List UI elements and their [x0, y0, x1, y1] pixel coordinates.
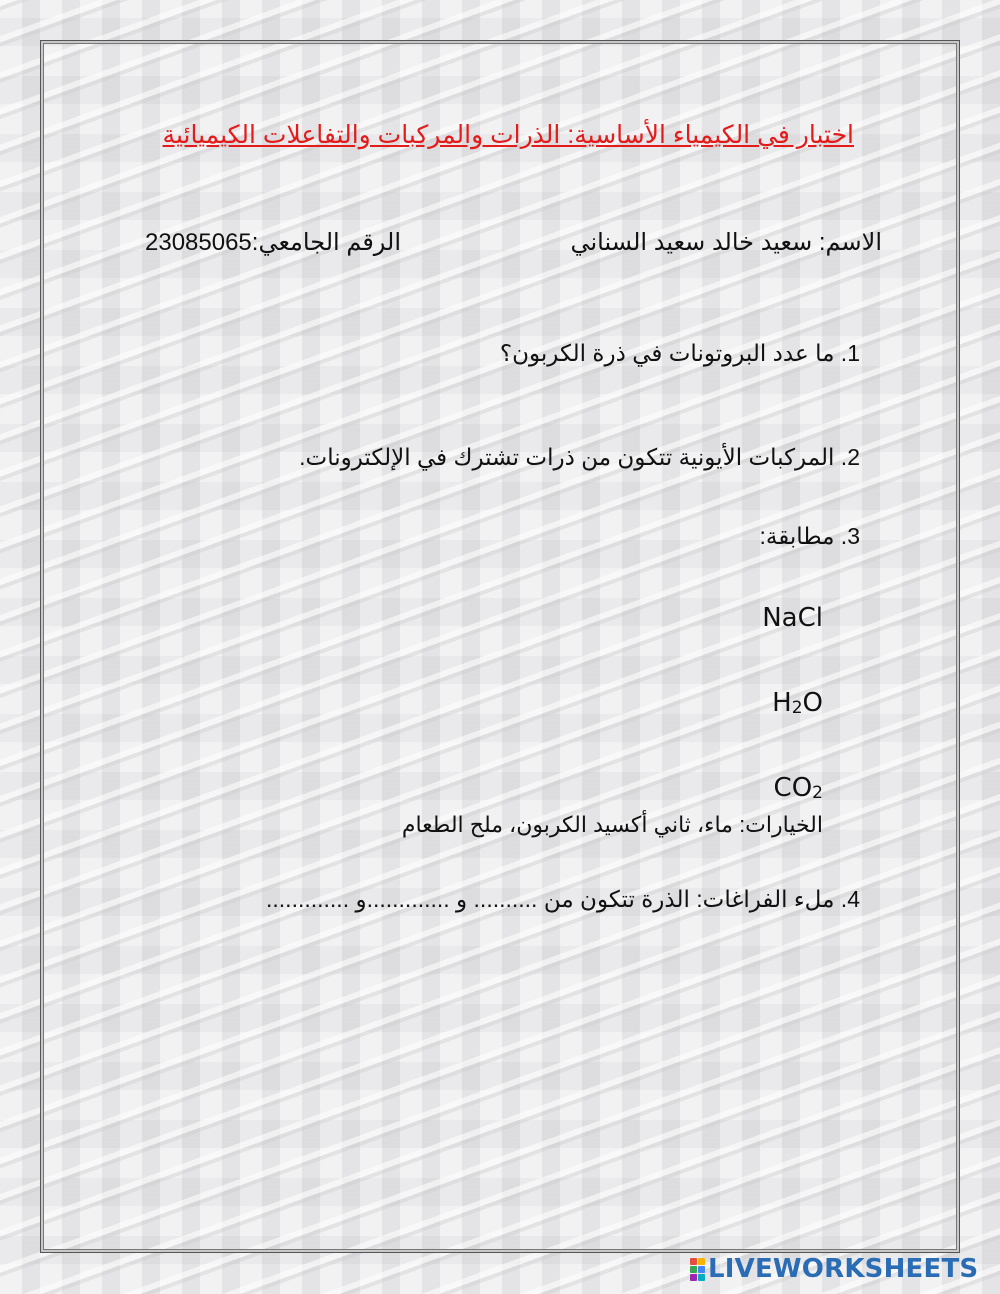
page-border: [40, 40, 960, 1253]
matching-choices: الخيارات: ماء، ثاني أكسيد الكربون، ملح الطعام: [401, 812, 823, 837]
student-name: الاسم: سعيد خالد سعيد السناني: [570, 229, 882, 256]
logo-text: LIVEWORKSHEETS: [708, 1254, 979, 1284]
formula-h2o: $H_2O$: [772, 688, 823, 718]
question-2: 2. المركبات الأيونية تتكون من ذرات تشترك في الإلكترونات.: [299, 444, 860, 470]
question-3: 3. مطابقة:: [759, 523, 860, 549]
formula-nacl: NaCl: [762, 603, 823, 633]
question-1: 1. ما عدد البروتونات في ذرة الكربون؟: [499, 340, 860, 366]
document-title: اختبار في الكيمياء الأساسية: الذرات والمركبات والتفاعلات الكيميائية: [162, 121, 854, 149]
logo-grid-icon: [690, 1258, 705, 1281]
student-id: الرقم الجامعي:23085065: [145, 229, 402, 256]
liveworksheets-logo[interactable]: [690, 1254, 978, 1284]
formula-co2: $CO_2$: [773, 773, 823, 803]
question-4: 4. ملء الفراغات: الذرة تتكون من .......... و .............و .............: [266, 886, 860, 912]
